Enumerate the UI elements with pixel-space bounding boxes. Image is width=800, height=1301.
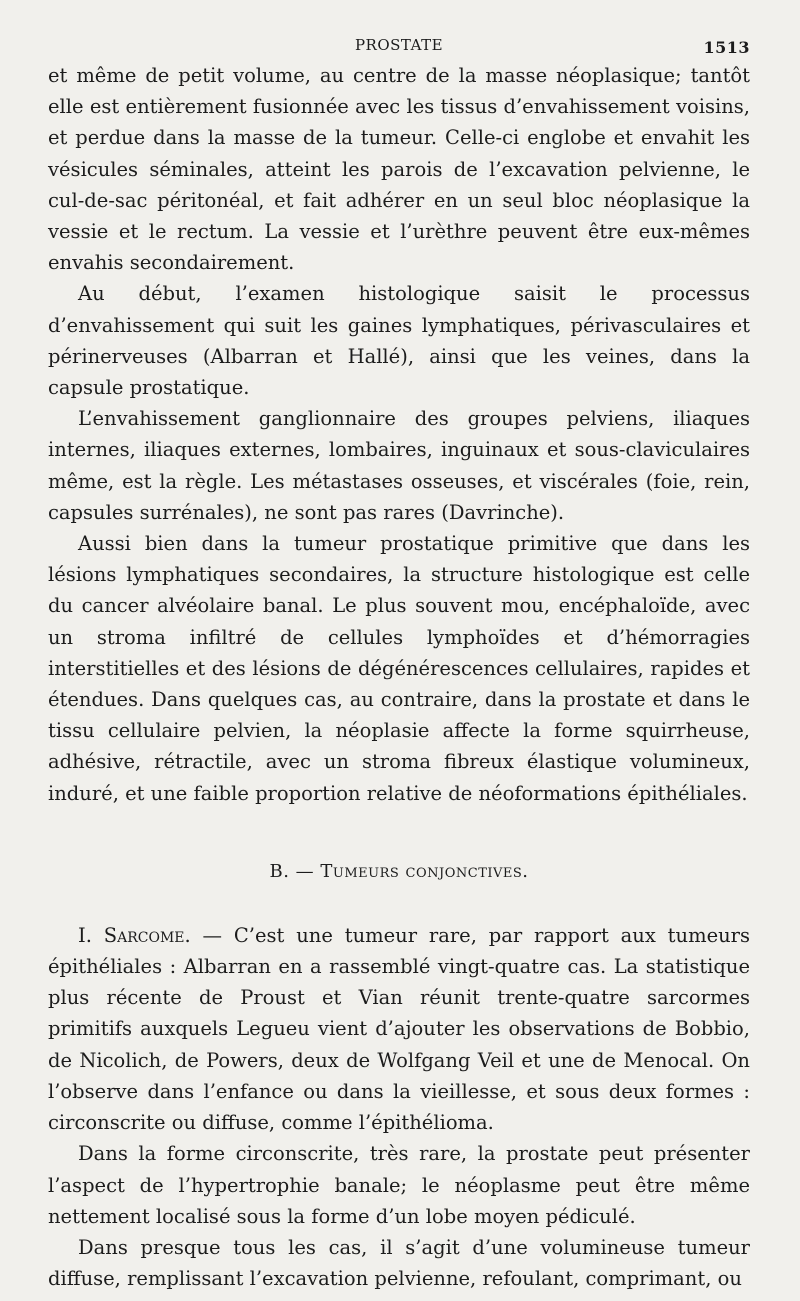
section-heading bbox=[48, 861, 750, 882]
sarcome-lead: I. Sarcome. bbox=[78, 923, 191, 947]
running-head bbox=[48, 30, 750, 60]
section-letter: B. — bbox=[269, 860, 315, 882]
document-page bbox=[48, 30, 750, 1294]
paragraph-continuation: et même de petit volume, au centre de la masse néoplasique; tantôt elle est entièrement fusionnée avec les tissus d’envahissement voisins, et perdue dans la masse de la tumeur. Celle-ci englobe et envahit les vésicules séminales, atteint les parois de l’excavation pelvienne, le cul-de-sac péritonéal, et fait adhérer en un seul bloc néoplasique la vessie et le rectum. La vessie et l’urèthre peuvent être eux-mêmes envahis secondairement. bbox=[48, 64, 750, 275]
paragraph-circumscribed-form: Dans la forme circonscrite, très rare, la prostate peut présenter l’aspect de l’hypertrophie banale; le néoplasme peut être même nettement localisé sous la forme d’un lobe moyen pédiculé. bbox=[48, 1142, 750, 1228]
paragraph-lymph-nodes: L’envahissement ganglionnaire des groupes pelviens, iliaques internes, iliaques externes, lombaires, inguinaux et sous-claviculaires même, est la règle. Les métastases osseuses, et viscérales (foie, rein, capsules surrénales), ne sont pas rares (Davrinche). bbox=[48, 407, 750, 524]
paragraph-histology: Au début, l’examen histologique saisit le processus d’envahissement qui suit les gaines lymphatiques, périvasculaires et périnerveuses (Albarran et Hallé), ainsi que les veines, dans la capsule prostatique. bbox=[48, 282, 750, 400]
paragraph-sarcome bbox=[48, 920, 750, 1138]
section-title: Tumeurs conjonctives. bbox=[320, 860, 529, 882]
sarcome-text: — C’est une tumeur rare, par rapport aux tumeurs épithéliales : Albarran en a rassemblé vingt-quatre cas. La statistique plus récente de Proust et Vian réunit trente-quatre sarcormes primitifs auxquels Legueu vient d’ajouter les observations de Bobbio, de Nicolich, de Powers, deux de Wolfgang Veil et une de Menocal. On l’observe dans l’enfance ou dans la vieillesse, et sous deux formes : circonscrite ou diffuse, comme l’épithélioma. bbox=[48, 923, 750, 1135]
page-number: 1513 bbox=[703, 38, 750, 57]
running-title: PROSTATE bbox=[354, 36, 444, 54]
paragraph-structure: Aussi bien dans la tumeur prostatique primitive que dans les lésions lymphatiques secondaires, la structure histologique est celle du cancer alvéolaire banal. Le plus souvent mou, encéphaloïde, avec un stroma infiltré de cellules lymphoïdes et d’hémorragies interstitielles et des lésions de dégénérescences cellulaires, rapides et étendues. Dans quelques cas, au contraire, dans la prostate et dans le tissu cellulaire pelvien, la néoplasie affecte la forme squirrheuse, adhésive, rétractile, avec un stroma fibreux élastique volumineux, induré, et une faible proportion relative de néoformations épithéliales. bbox=[48, 532, 750, 805]
paragraph-diffuse-form: Dans presque tous les cas, il s’agit d’une volumineuse tumeur diffuse, remplissant l’excavation pelvienne, refoulant, comprimant, ou bbox=[48, 1235, 750, 1291]
